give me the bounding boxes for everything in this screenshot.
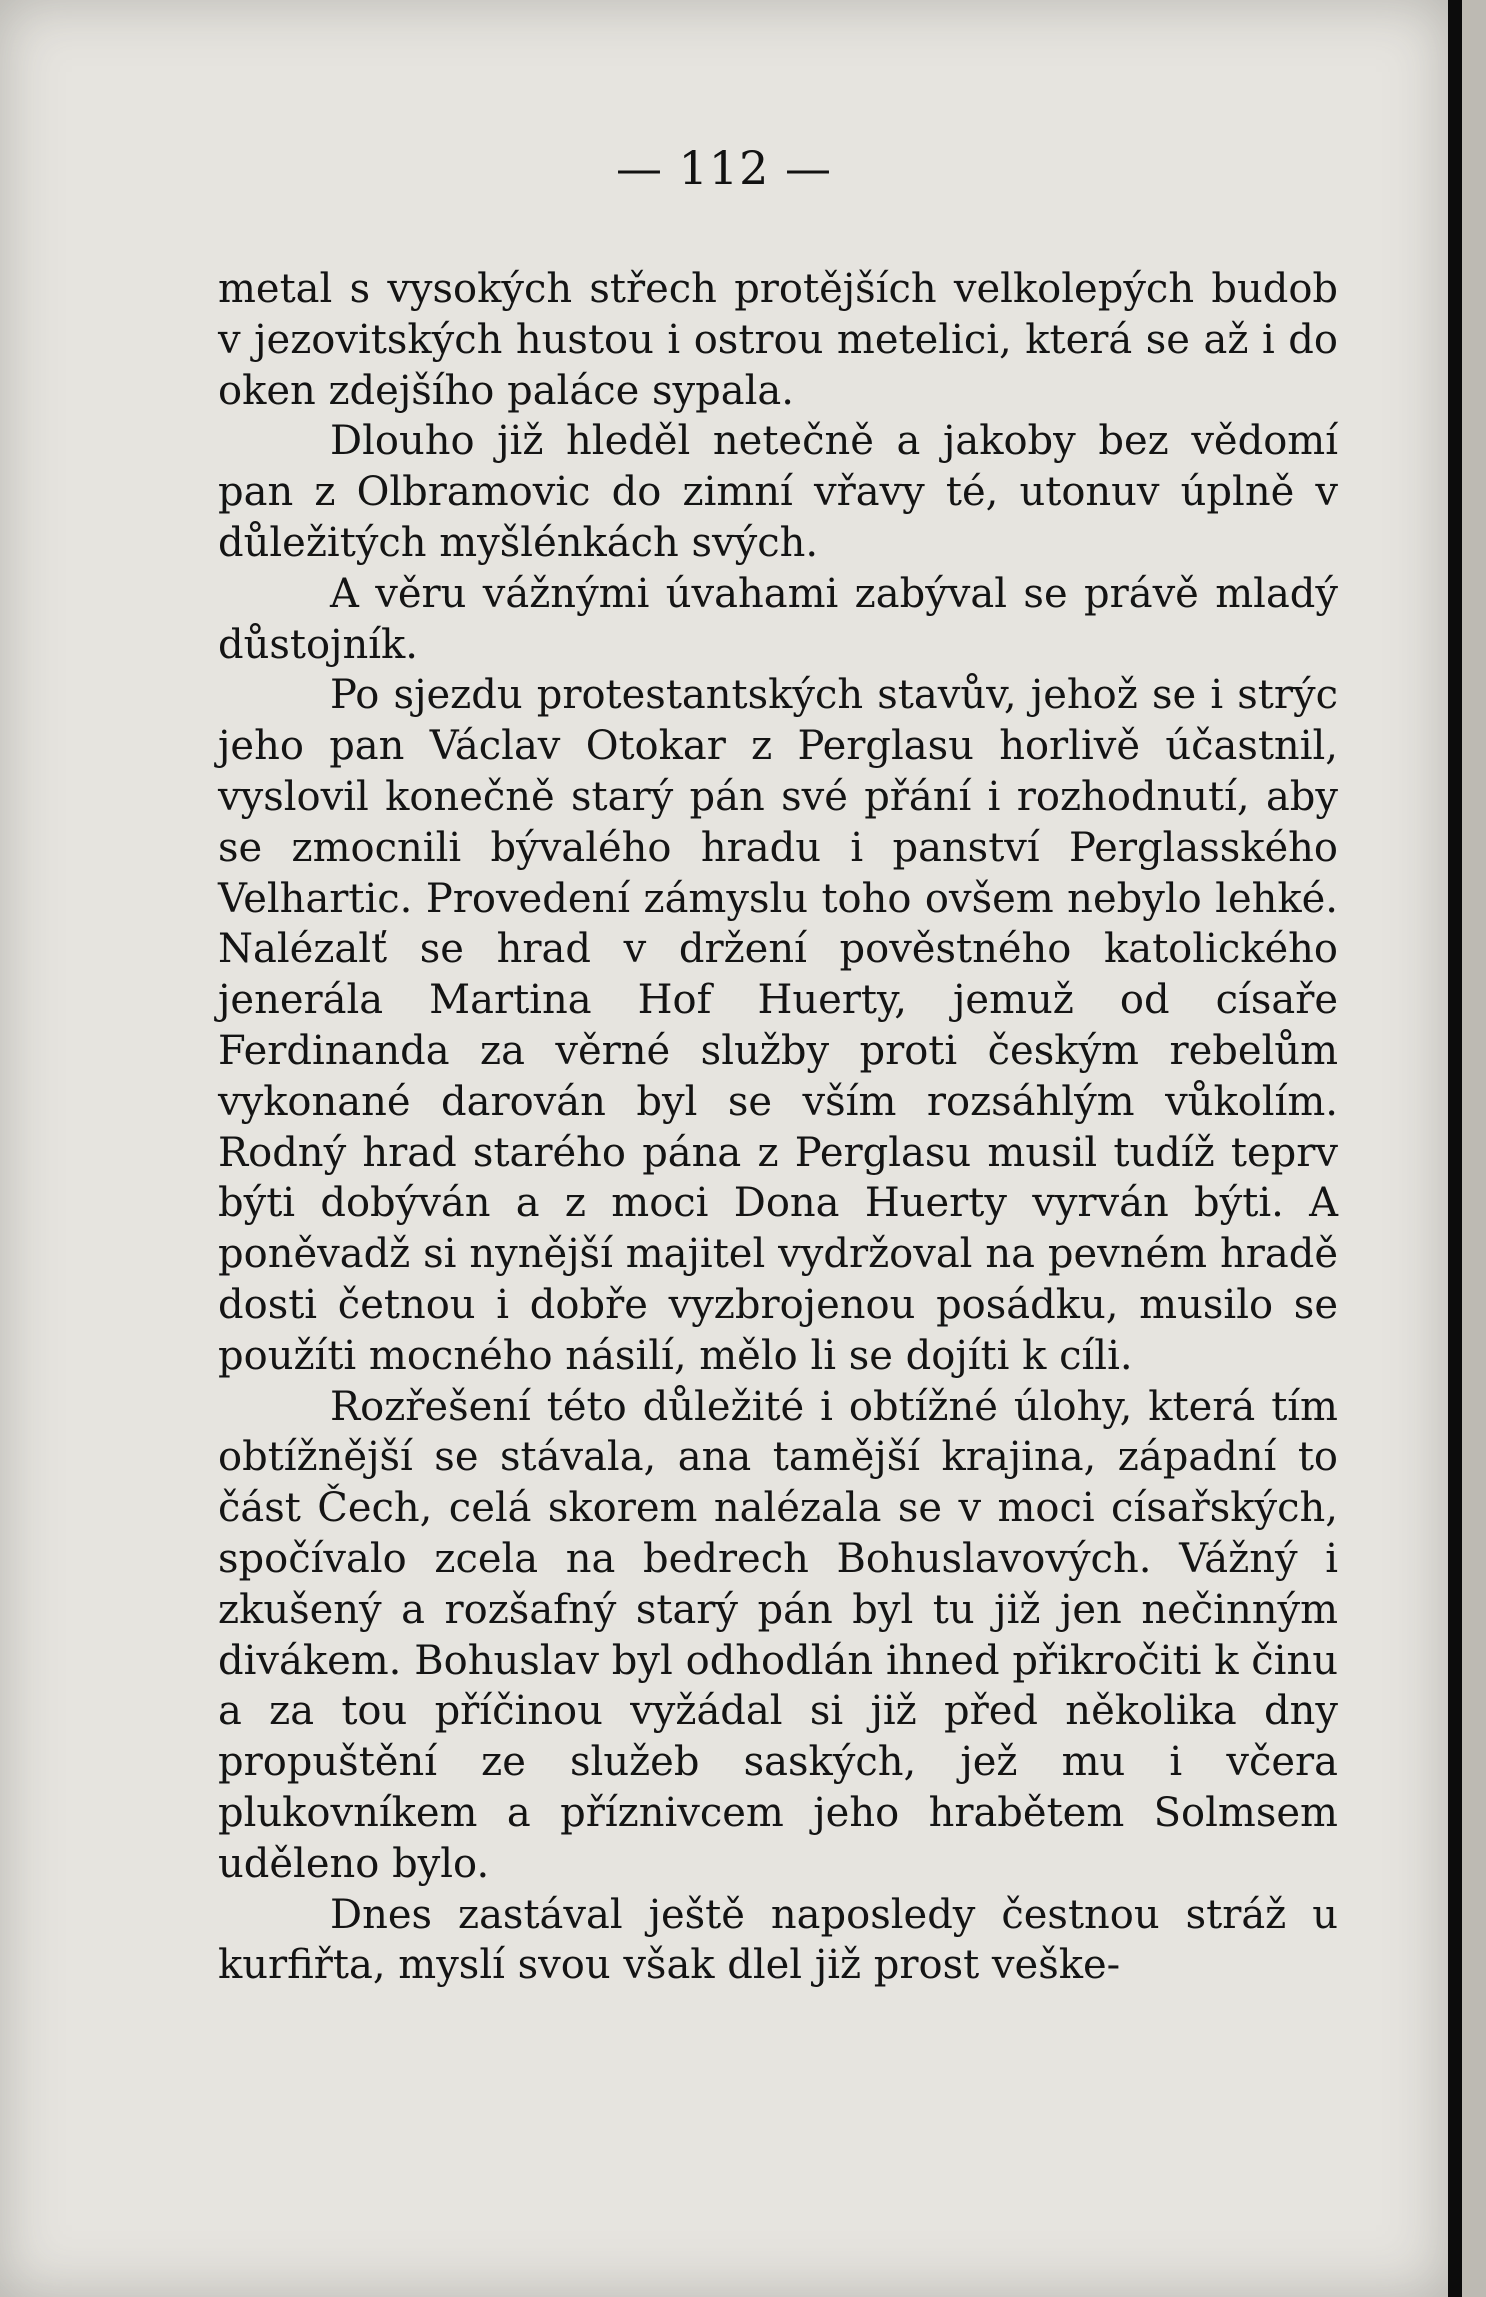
paragraph-1: metal s vysokých střech protějších velkolepých budob v jezovitských hustou i ostrou metelici, která se až i do oken zdejšího paláce sypala. — [218, 266, 1338, 414]
body-text — [218, 264, 1338, 1991]
page-binding-edge — [1448, 0, 1462, 2297]
page-number: — 112 — — [615, 141, 833, 195]
paragraph-4: Po sjezdu protestantských stavův, jehož se i strýc jeho pan Václav Otokar z Perglasu horlivě účastnil, vyslovil konečně starý pán své přání i rozhodnutí, aby se zmocnili bývalého hradu i panství Perglasského Velhartic. Provedení zámyslu toho ovšem nebylo lehké. Nalézalť se hrad v držení pověstného katolického jenerála Martina Hof Huerty, jemuž od císaře Ferdinanda za věrné služby proti českým rebelům vykonané darován byl se vším rozsáhlým vůkolím. Rodný hrad starého pána z Perglasu musil tudíž teprv býti dobýván a z moci Dona Huerty vyrván býti. A poněvadž si nynější majitel vydržoval na pevném hradě dosti četnou i dobře vyzbrojenou posádku, musilo se použíti mocného násilí, mělo li se dojíti k cíli. — [218, 672, 1338, 1379]
paragraph-5: Rozřešení této důležité i obtížné úlohy, která tím obtížnější se stávala, ana tamější krajina, západní to část Čech, celá skorem nalézala se v moci císařských, spočívalo zcela na bedrech Bohuslavových. Vážný i zkušený a rozšafný starý pán byl tu již jen nečinným divákem. Bohuslav byl odhodlán ihned přikročiti k činu a za tou příčinou vyžádal si již před několika dny propuštění ze služeb saských, jež mu i včera plukovníkem a příznivcem jeho hrabětem Solmsem uděleno bylo. — [218, 1383, 1338, 1887]
paragraph-2: Dlouho již hleděl netečně a jakoby bez vědomí pan z Olbramovic do zimní vřavy té, utonuv úplně v důležitých myšlénkách svých. — [218, 418, 1338, 566]
paragraph-6: Dnes zastával ještě naposledy čestnou stráž u kurfiřta, myslí svou však dlel již prost veške- — [218, 1891, 1338, 1989]
scan-background-strip — [1462, 0, 1486, 2297]
paragraph-3: A věru vážnými úvahami zabýval se právě mladý důstojník. — [218, 570, 1338, 668]
